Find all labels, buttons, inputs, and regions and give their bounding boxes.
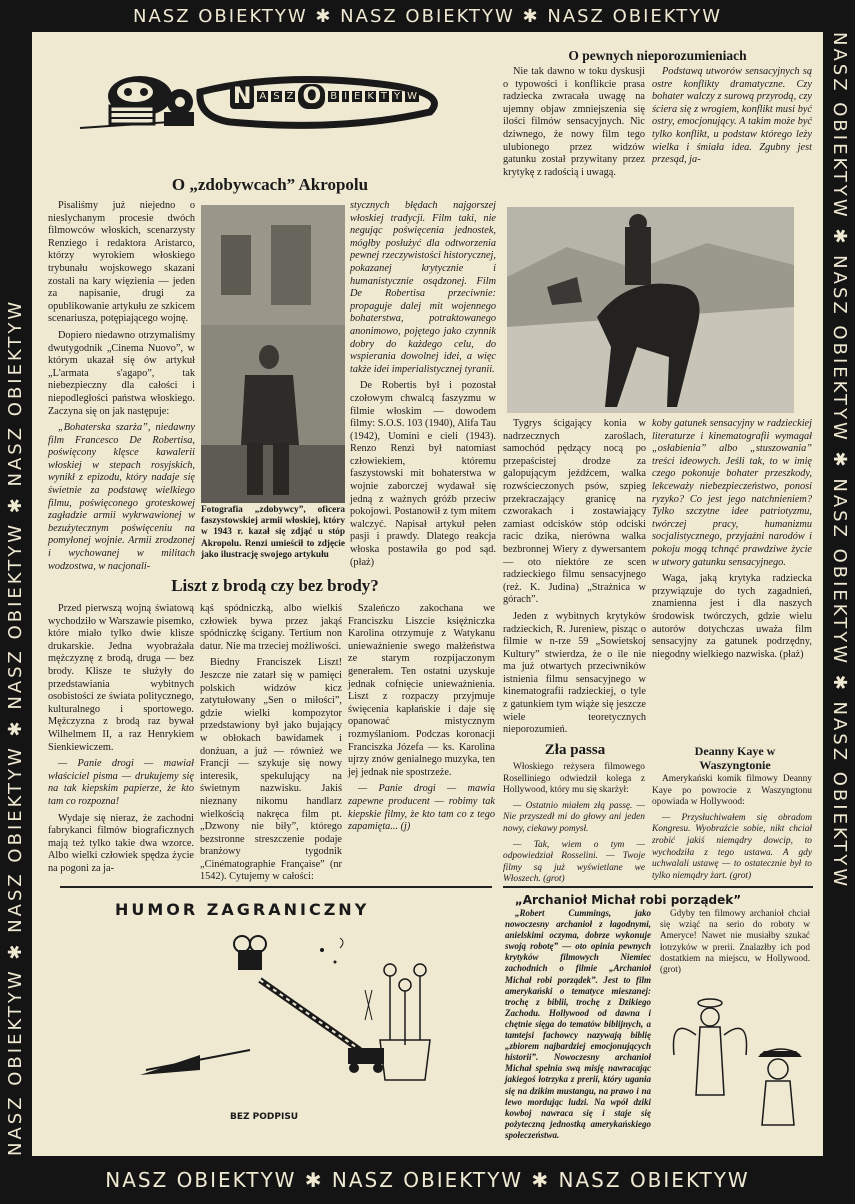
liszt-paragraph: Szaleńczo zakochana we Franciszku Liszcie księżniczka Karolina otrzymuje z Watykanu unieważnienie swego małżeństwa ze starym rozpijaczonym generałem. Ten ostatni uzyskuje jednak cofnięcie unieważnienia. Liszt z rozpaczy przyjmuje święcenia kapłańskie i daje się opanować mistycznym rozmyślaniom. Podczas koronacji Franciszka Józefa — ks. Karolina ujrzy znów genialnego muzyka, ten jej jednak nie spostrzeże.	[348, 603, 495, 778]
akropol-quote-cont: stycznych błędach najgorszej włoskiej tradycji. Film taki, nie negując poświęcenia jednostek, mógłby posłużyć dla odtworzenia pewnej rzeczywistości historycznej, pokazanej krytycznie i humanistycznie osądzonej. Film De Robertisa przeciwnie: propaguje dalej mit wojennego bohaterstwa, potraktowanego anonimowo, pojętego jako czynnik dobry do każdego celu, do wspierania dowolnej idei, a więc także idei imperialistycznej tyranii.	[350, 200, 496, 375]
nieporozumienia-paragraph: Podstawą utworów sensacyjnych są ostre konflikty dramatyczne. Czy bohater walczy z surową przyrodą, czy ściera się z wrogiem, konflikt musi być ostry, emocjonujący. A takim może być tylko konflikt, u podstaw którego leży wielka i śmiała idea. Zgubny jest przesąd, ja-	[652, 66, 812, 166]
akropol-paragraph: Pisaliśmy już niejedno o nieslychanym procesie dwóch filmowców włoskich, scenarzysty Renziego i redaktora Aristarco, którzy wyrokiem włoskiego trybunału wojskowego skazani zostali na kary więzienia — jeden za napisanie, drugi za opublikowanie artykułu ze szkicem scenariusza, potępiającego wojnę.	[48, 200, 195, 325]
akropol-col2	[350, 200, 496, 592]
danny-kaye-quote: — Przysłuchiwałem się obradom Kongresu. Wyobraźcie sobie, nikt chciał zrobić jakiś niemądry dowcip, to wychodziła z tego ustawa. A gdy uchwalali ustawę — to ostatecznie był to tylko niemądry żart. (grot)	[652, 812, 812, 881]
akropol-quote: „Bohaterska szarża”, niedawny film Francesco De Robertisa, poświęcony klęsce kawalerii włoskiej w stepach rosyjskich, wynikł z epizodu, który nadaje się świetnie za podstawę wielkiego filmu, poświęconego groteskowej zagładzie armii wykrwawionej w bezużytecznym poświęceniu na pomyłonej wojnie. Armii zrodzonej i wychowanej w militach wodzostwa, w nacjonali-	[48, 422, 195, 572]
liszt-col3	[348, 603, 495, 875]
horse-rider-photo-icon	[507, 207, 794, 413]
nieporozumienia-paragraph: Nie tak dawno w toku dyskusji o typowości i konflikcie prasa radziecka zwracała uwagę na ujemny objaw zmniejszenia się ilości filmów sensacyjnych. Nic dziwnego, że nowy film tego ulubionego przez widzów gatunku został przywitany przez krytykę z radością i uwagą.	[503, 66, 645, 178]
akropol-col1	[48, 200, 195, 572]
frame-left-text: NASZ OBIEKTYW ✱ NASZ OBIEKTYW ✱ NASZ OBIEKTYW ✱ NASZ OBIEKTYW	[5, 298, 26, 1156]
zla-passa-quote: — Ostatnio miałem złą passę. — Nie przyszedł mi do głowy ani jeden nowy, ciekawy pomysł.	[503, 800, 645, 834]
nieporozumienia-col-b	[652, 66, 812, 202]
archaniol-paragraph: „Robert Cummings, jako nowoczesny archanioł z łagodnymi, anielskimi oczyma, dobrze wykonuje swoją robotę” — oto opinia pewnych krytyków filmowych Niemiec zachodnich o filmie „Archanioł Michał robi porządek”. Jest to film amerykański o tematyce mieszanej: trochę z biblii, trochę z Dzikiego Zachodu. Hollywood od dawna i chętnie sięga do tematów biblijnych, a tamtejsi fachowcy nazywają biblię „zbiorem najbardziej emocjonujących historii”. Nowoczesny archanioł Michał spełnia swą misję nawracając jakiegoś łotrzyka z prerii, który ugania się na dzikim mustangu, na prawo i na lewo mordując ludzi. Na wpół dziki kowboj nawraca się i staje się pożyteczną jednostką amerykańskiego społeczeństwa.	[505, 908, 651, 1140]
nieporozumienia-col-a2	[503, 418, 646, 736]
liszt-paragraph: Wydaje się nieraz, że zachodni fabrykanci filmów biograficznych mają też tylko takie dwa wzorce. Albo wielki człowiek spędza życie na pogoni za ja-	[48, 812, 194, 874]
nieporozumienia-col-b2	[652, 418, 812, 736]
liszt-paragraph: Przed pierwszą wojną światową wychodziło w Warszawie pisemko, które miało tylko dwie klisze drukarskie. Jedna wyobrażała mężczyznę z brodą, druga — bez brody. Klisze te służyły do przedstawiania wybitnych osobistości ze świata politycznego, kulturalnego i sportowego. Mężczyzna z brodą raz bywał Wilhelmem II, a raz Henrykiem Sienkiewiczem.	[48, 603, 194, 753]
archaniol-cartoon	[660, 985, 810, 1135]
divider-rule	[60, 886, 492, 888]
logo-letter: E	[354, 91, 361, 102]
danny-kaye-paragraph: Amerykański komik filmowy Deanny Kaye po powrocie z Waszyngtonu opowiada w Hollywood:	[652, 774, 812, 808]
humor-cartoon	[110, 930, 440, 1100]
logo-letter: O	[298, 84, 325, 109]
frame-top-band	[0, 0, 855, 32]
frame-left-band	[0, 32, 32, 1156]
nieporozumienia-paragraph: Waga, jaką krytyka radziecka przywiązuje do tych zagadnień, znamienna jest i dla naszych środowisk twórczych, gdzie wielu autorów dotychczas uważa film sensacyjny za gatunek podrzędny, niegodny wielkiego nazwiska. (płaż)	[652, 573, 812, 660]
akropol-photo	[201, 205, 345, 503]
frame-bottom-text: NASZ OBIEKTYW ✱ NASZ OBIEKTYW ✱ NASZ OBIEKTYW	[105, 1168, 750, 1192]
nieporozumienia-quote: koby gatunek sensacyjny w radzieckiej literaturze i kinematografii wymagał „osłabienia” albo „stuszowania” treści ideowych. Jeśli tak, to w imię czego pokonuje bohater przeszkody, lekceważy niebezpieczeństwo, ponosi ryzyko? Co jest jego natchnieniem? Tylko szczytne idee patriotyzmu, twórczej pracy, humanizmu socjalistycznego, przyjaźni narodów i pokoju mogą tchnąć prawdziwe życie w utwory gatunku sensacyjnego.	[652, 418, 812, 568]
logo-text	[230, 84, 420, 109]
humor-caption: BEZ PODPISU	[230, 1112, 299, 1122]
rider-photo	[507, 207, 794, 413]
danny-kaye-title: Deanny Kaye w Waszyngtonie	[694, 744, 776, 772]
logo-letter: Z	[286, 91, 294, 102]
logo-letter: S	[273, 91, 280, 102]
nieporozumienia-paragraph: Tygrys ścigający konia w nadrzecznych zaroślach, samochód pędzący nocą po przepaścistej drodze za galopującym jeźdźcem, walka rozwścieczonych psów, szpieg przekraczający granicę na czworakach i zostawiający zamiast odcisków stóp odciski racic dzika, nierówna walka bezbronnej Wiery z dywersantem — oto niektóre ze scen radzieckiego filmu sensacyjnego (reż. K. Judina) „Strażnica w górach”.	[503, 418, 646, 606]
logo-letter: Y	[394, 91, 401, 102]
archaniol-paragraph: Gdyby ten filmowy archanioł chciał się wziąć na serio do roboty w Ameryce! Nawet nie musiałby szukać łotrzyków w prerii. Znalazłby ich pod dostatkiem na miejscu, w Hollywood. (grot)	[660, 908, 810, 975]
archaniol-col1	[505, 908, 651, 1140]
zla-passa-paragraph: Włoskiego reżysera filmowego Roselliniego odwiedził kolega z Hollywood, który mu się skarżył:	[503, 762, 645, 796]
frame-right-text: NASZ OBIEKTYW ✱ NASZ OBIEKTYW ✱ NASZ OBIEKTYW ✱ NASZ OBIEKTYW	[829, 32, 850, 890]
archaniol-col2	[660, 908, 810, 988]
crane-camera-cartoon-icon	[110, 930, 440, 1100]
logo-letter: K	[367, 91, 374, 102]
liszt-title: Liszt z brodą czy bez brody?	[171, 576, 379, 595]
angel-cowboy-cartoon-icon	[660, 985, 810, 1135]
liszt-col1	[48, 603, 194, 875]
liszt-quote: — Panie drogi — mawia zapewne producent — robimy tak kiepskie filmy, że kto tam co z tego zapamięta... (j)	[348, 783, 495, 833]
logo-letter: W	[407, 91, 418, 102]
akropol-paragraph: Dopiero niedawno otrzymaliśmy dwutygodnik „Cinema Nuovo”, w którym ukazał się ów artykuł „L'armata s'agapo”, tak niebezpieczny dla całości i niepodległości państwa włoskiego. Zaczyna się on jak następuje:	[48, 329, 195, 417]
akropol-caption: Fotografia „zdobywcy”, oficera faszystowskiej armii włoskiej, który w 1943 r. kazał się zdjąć u stóp Akropolu. Renzi umieścił to zdjęcie jako ilustrację swojego artykułu	[201, 505, 345, 560]
logo-letter: B	[330, 91, 338, 102]
liszt-paragraph: Biedny Franciszek Liszt! Jeszcze nie zatarł się w pamięci polskich widzów kicz zatytułowany „Sen o miłości”, gdzie wielki kompozytor przedstawiony był jako bujający w obłokach bawidamek i donżuan, a już — również we Francji — szykuje się nowy interesik, spekulujący na świetnym nazwisku. Jakiś nieznany nikomu handlarz wielkością nakręca film pt. „Dzwony nie biły”, którego bezstronne streszczenie podaje branżowy tygodnik „Cinématographie Française” (nr 1542). Cytujemy w całości:	[200, 657, 342, 883]
humor-title: HUMOR ZAGRANICZNY	[115, 900, 370, 919]
nieporozumienia-title: O pewnych nieporozumieniach	[568, 48, 747, 63]
logo-letter: T	[380, 91, 388, 102]
akropol-title: O „zdobywcach” Akropolu	[171, 175, 369, 194]
akropol-paragraph: De Robertis był i pozostał czołowym chwalcą faszyzmu w filmie włoskim — dowodem filmy: S.O.S. 103 (1940), Alifa Tau (1942), Uomini e cieli (1943). Renzo Renzi był natomiast człowiekiem, któremu faszystowski mit bohaterstwa w wojnie zaborczej wydawał się jedną z ważnych gróźb przeciw pokojowi. Postanowił z tym mitem walczyć. Napisał artykuł pełen pasji i prawdy. Dlatego reakcja włoska postawiła go pod sąd. (płaż)	[350, 380, 496, 568]
frame-top-text: NASZ OBIEKTYW ✱ NASZ OBIEKTYW ✱ NASZ OBIEKTYW	[133, 5, 722, 27]
liszt-col2	[200, 603, 342, 883]
frame-bottom-band	[0, 1156, 855, 1204]
archaniol-title: „Archanioł Michał robi porządek”	[514, 893, 742, 907]
danny-kaye-body	[652, 774, 812, 884]
divider-rule	[503, 886, 813, 888]
liszt-paragraph: kąś spódniczką, albo wielkiś człowiek bywa przez jakąś spódniczkę ścigany. Tertium non datur. Nie ma trzeciej możliwości.	[200, 603, 342, 652]
logo-letter: I	[344, 91, 348, 102]
logo	[80, 62, 450, 142]
zla-passa-title: Zła passa	[544, 742, 606, 758]
officer-photo-icon	[201, 205, 345, 503]
logo-letter: N	[230, 84, 254, 109]
nieporozumienia-paragraph: Jeden z wybitnych krytyków radzieckich, R. Jureniew, pisząc o filmie w n-rze 59 „Sowietskoj Kultury” stwierdza, że o ile nie ma już otwartych przeciwników istnienia filmu sensacyjnego w kinematografii radzieckiej, o tyle z gatunkiem tym wiąże się jeszcze wiele teoretycznych nieporozumień.	[503, 610, 646, 736]
nieporozumienia-col-a	[503, 66, 645, 202]
frame-right-band	[823, 32, 855, 1156]
zla-passa-body	[503, 762, 645, 885]
liszt-quote: — Panie drogi — mawiał właściciel pisma — drukujemy się na tak kiepskim papierze, że kto tam co rozpozna!	[48, 758, 194, 807]
logo-letter: A	[259, 91, 267, 102]
zla-passa-quote: — Tak, wiem o tym — odpowiedział Rosselini. — Twoje filmy są już wyświetlane we Włoszech. (grot)	[503, 839, 645, 885]
